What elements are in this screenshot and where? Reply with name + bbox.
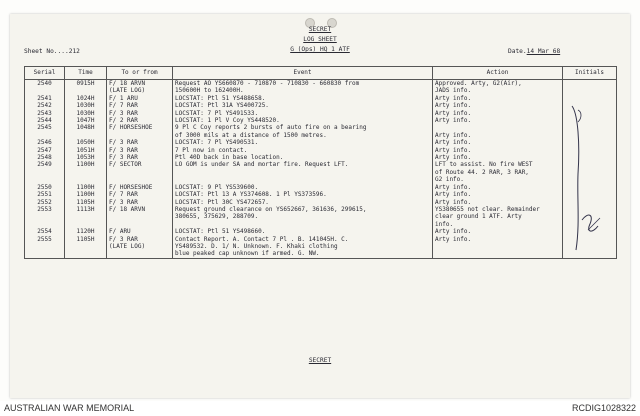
row-time: 1024H [65,95,107,102]
table-row [25,228,617,235]
row-event: LOCSTAT: 7 Pl YS490531. [173,139,433,146]
row-time: 1100H [65,191,107,198]
row-serial: 2541 [25,95,65,102]
row-event: LOCSTAT: 9 Pl YS539600. [173,184,433,191]
row-event: LOCSTAT: 7 Pl YS491533. [173,110,433,117]
table-row [25,124,617,139]
row-to-or-from: F/ 18 ARVN [107,206,173,228]
row-action: Arty info. [433,228,563,235]
classification-top: SECRET [308,26,332,33]
row-to-or-from: F/ 3 RAR [107,154,173,161]
row-time: 1100H [65,184,107,191]
table-row [25,206,617,228]
row-time: 1047H [65,117,107,124]
row-to-or-from: F/ 7 RAR [107,191,173,198]
log-table-header [25,67,617,80]
column-header-event: Event [173,67,433,80]
row-serial: 2551 [25,191,65,198]
row-event: Contact Report. A. Contact 7 Pl . B. 141045H. C. YS489532. D. 1/ N. Unknown. F. Khaki clothing blue peaked cap unknown if armed. G. NW. [173,236,433,259]
column-header-time: Time [65,67,107,80]
row-time: 1105H [65,236,107,259]
row-action: Arty info. [433,95,563,102]
table-row [25,139,617,146]
table-row [25,236,617,259]
row-time: 1053H [65,154,107,161]
table-row [25,161,617,183]
log-sheet-page [10,14,630,398]
row-time: 1051H [65,147,107,154]
row-to-or-from: F/ 3 RAR (LATE LOG) [107,236,173,259]
table-row [25,199,617,206]
row-action: LFT to assist. No fire WEST of Route 44. 2 RAR, 3 RAR, G2 info. [433,161,563,183]
row-serial: 2545 [25,124,65,139]
row-event: Ptl 40D back in base location. [173,154,433,161]
unit-heading: G (Ops) HQ 1 ATF [290,46,350,53]
table-row [25,184,617,191]
row-action: Arty info. [433,236,563,259]
row-serial: 2548 [25,154,65,161]
column-header-to-or-from: To or from [107,67,173,80]
sheet-title: LOG SHEET [303,36,337,43]
row-serial: 2543 [25,110,65,117]
table-row [25,147,617,154]
row-action: Arty info. [433,184,563,191]
sheet-number: Sheet No....212 [24,48,80,55]
table-row [25,95,617,102]
row-to-or-from: F/ 1 ARU [107,95,173,102]
row-serial: 2553 [25,206,65,228]
row-action: Arty info. [433,154,563,161]
row-event: Request ground clearance on YS652667, 361636, 299615, 380655, 375629, 288709. [173,206,433,228]
row-action: Arty info. [433,117,563,124]
row-event: LOCSTAT: Ptl 51 YS488658. [173,95,433,102]
row-to-or-from: F/ 3 RAR [107,110,173,117]
row-event: LO GOM is under SA and mortar fire. Request LFT. [173,161,433,183]
row-action: Arty info. [433,124,563,139]
row-event: LOCSTAT: Ptl 31A YS400725. [173,102,433,109]
column-header-action: Action [433,67,563,80]
row-initials [563,80,617,95]
log-table-body [25,80,617,259]
row-to-or-from: F/ HORSESHOE [107,124,173,139]
row-to-or-from: F/ 3 RAR [107,147,173,154]
row-action: Arty info. [433,147,563,154]
table-row [25,117,617,124]
row-time: 1113H [65,206,107,228]
row-event: Request AO YS660870 - 710870 - 710830 - 660830 from 150600H to 162400H. [173,80,433,95]
row-serial: 2547 [25,147,65,154]
row-action: Arty info. [433,110,563,117]
row-serial: 2552 [25,199,65,206]
row-serial: 2546 [25,139,65,146]
row-action: Arty info. [433,102,563,109]
row-time: 1030H [65,110,107,117]
archive-reference: RCDIG1028322 [571,403,636,413]
row-to-or-from: F/ 3 RAR [107,139,173,146]
row-action: Arty info. [433,139,563,146]
row-serial: 2540 [25,80,65,95]
row-serial: 2555 [25,236,65,259]
column-header-serial: Serial [25,67,65,80]
row-action: YS380655 not clear. Remainder clear ground 1 ATF. Arty info. [433,206,563,228]
row-serial: 2542 [25,102,65,109]
row-to-or-from: F/ HORSESHOE [107,184,173,191]
row-time: 1050H [65,139,107,146]
row-time: 1100H [65,161,107,183]
column-header-initials: Initials [563,67,617,80]
row-event: 9 Pl C Coy reports 2 bursts of auto fire on a bearing of 3000 mils at a distance of 1500 metres. [173,124,433,139]
row-to-or-from: F/ ARU [107,228,173,235]
row-action: Approved. Arty, G2(Air), JADS info. [433,80,563,95]
row-event: LOCSTAT: Ptl 13 A YS374608. 1 Pl YS373596. [173,191,433,198]
row-serial: 2550 [25,184,65,191]
row-to-or-from: F/ 3 RAR [107,199,173,206]
table-row [25,154,617,161]
row-to-or-from: F/ 2 RAR [107,117,173,124]
row-to-or-from: F/ 18 ARVN (LATE LOG) [107,80,173,95]
row-serial: 2554 [25,228,65,235]
handwritten-initials-signature [568,104,616,254]
table-row [25,110,617,117]
row-to-or-from: F/ SECTOR [107,161,173,183]
row-event: 7 Pl now in contact. [173,147,433,154]
log-table [24,66,617,259]
table-row [25,191,617,198]
row-time: 0915H [65,80,107,95]
archive-name: AUSTRALIAN WAR MEMORIAL [4,403,135,413]
row-action: Arty info. [433,191,563,198]
row-to-or-from: F/ 7 RAR [107,102,173,109]
row-event: LOCSTAT: Ptl 51 YS498660. [173,228,433,235]
classification-bottom: SECRET [308,357,332,364]
row-time: 1030H [65,102,107,109]
sheet-date: Date.14 Mar 68 [508,48,561,55]
row-serial: 2544 [25,117,65,124]
row-time: 1105H [65,199,107,206]
row-event: LOCSTAT: 1 Pl V Coy YS448520. [173,117,433,124]
table-row [25,102,617,109]
row-time: 1120H [65,228,107,235]
row-time: 1048H [65,124,107,139]
archive-footer [0,401,640,416]
row-event: LOCSTAT: Ptl 30C YS472657. [173,199,433,206]
row-initials [563,95,617,102]
row-action: Arty info. [433,199,563,206]
row-serial: 2549 [25,161,65,183]
table-row [25,80,617,95]
